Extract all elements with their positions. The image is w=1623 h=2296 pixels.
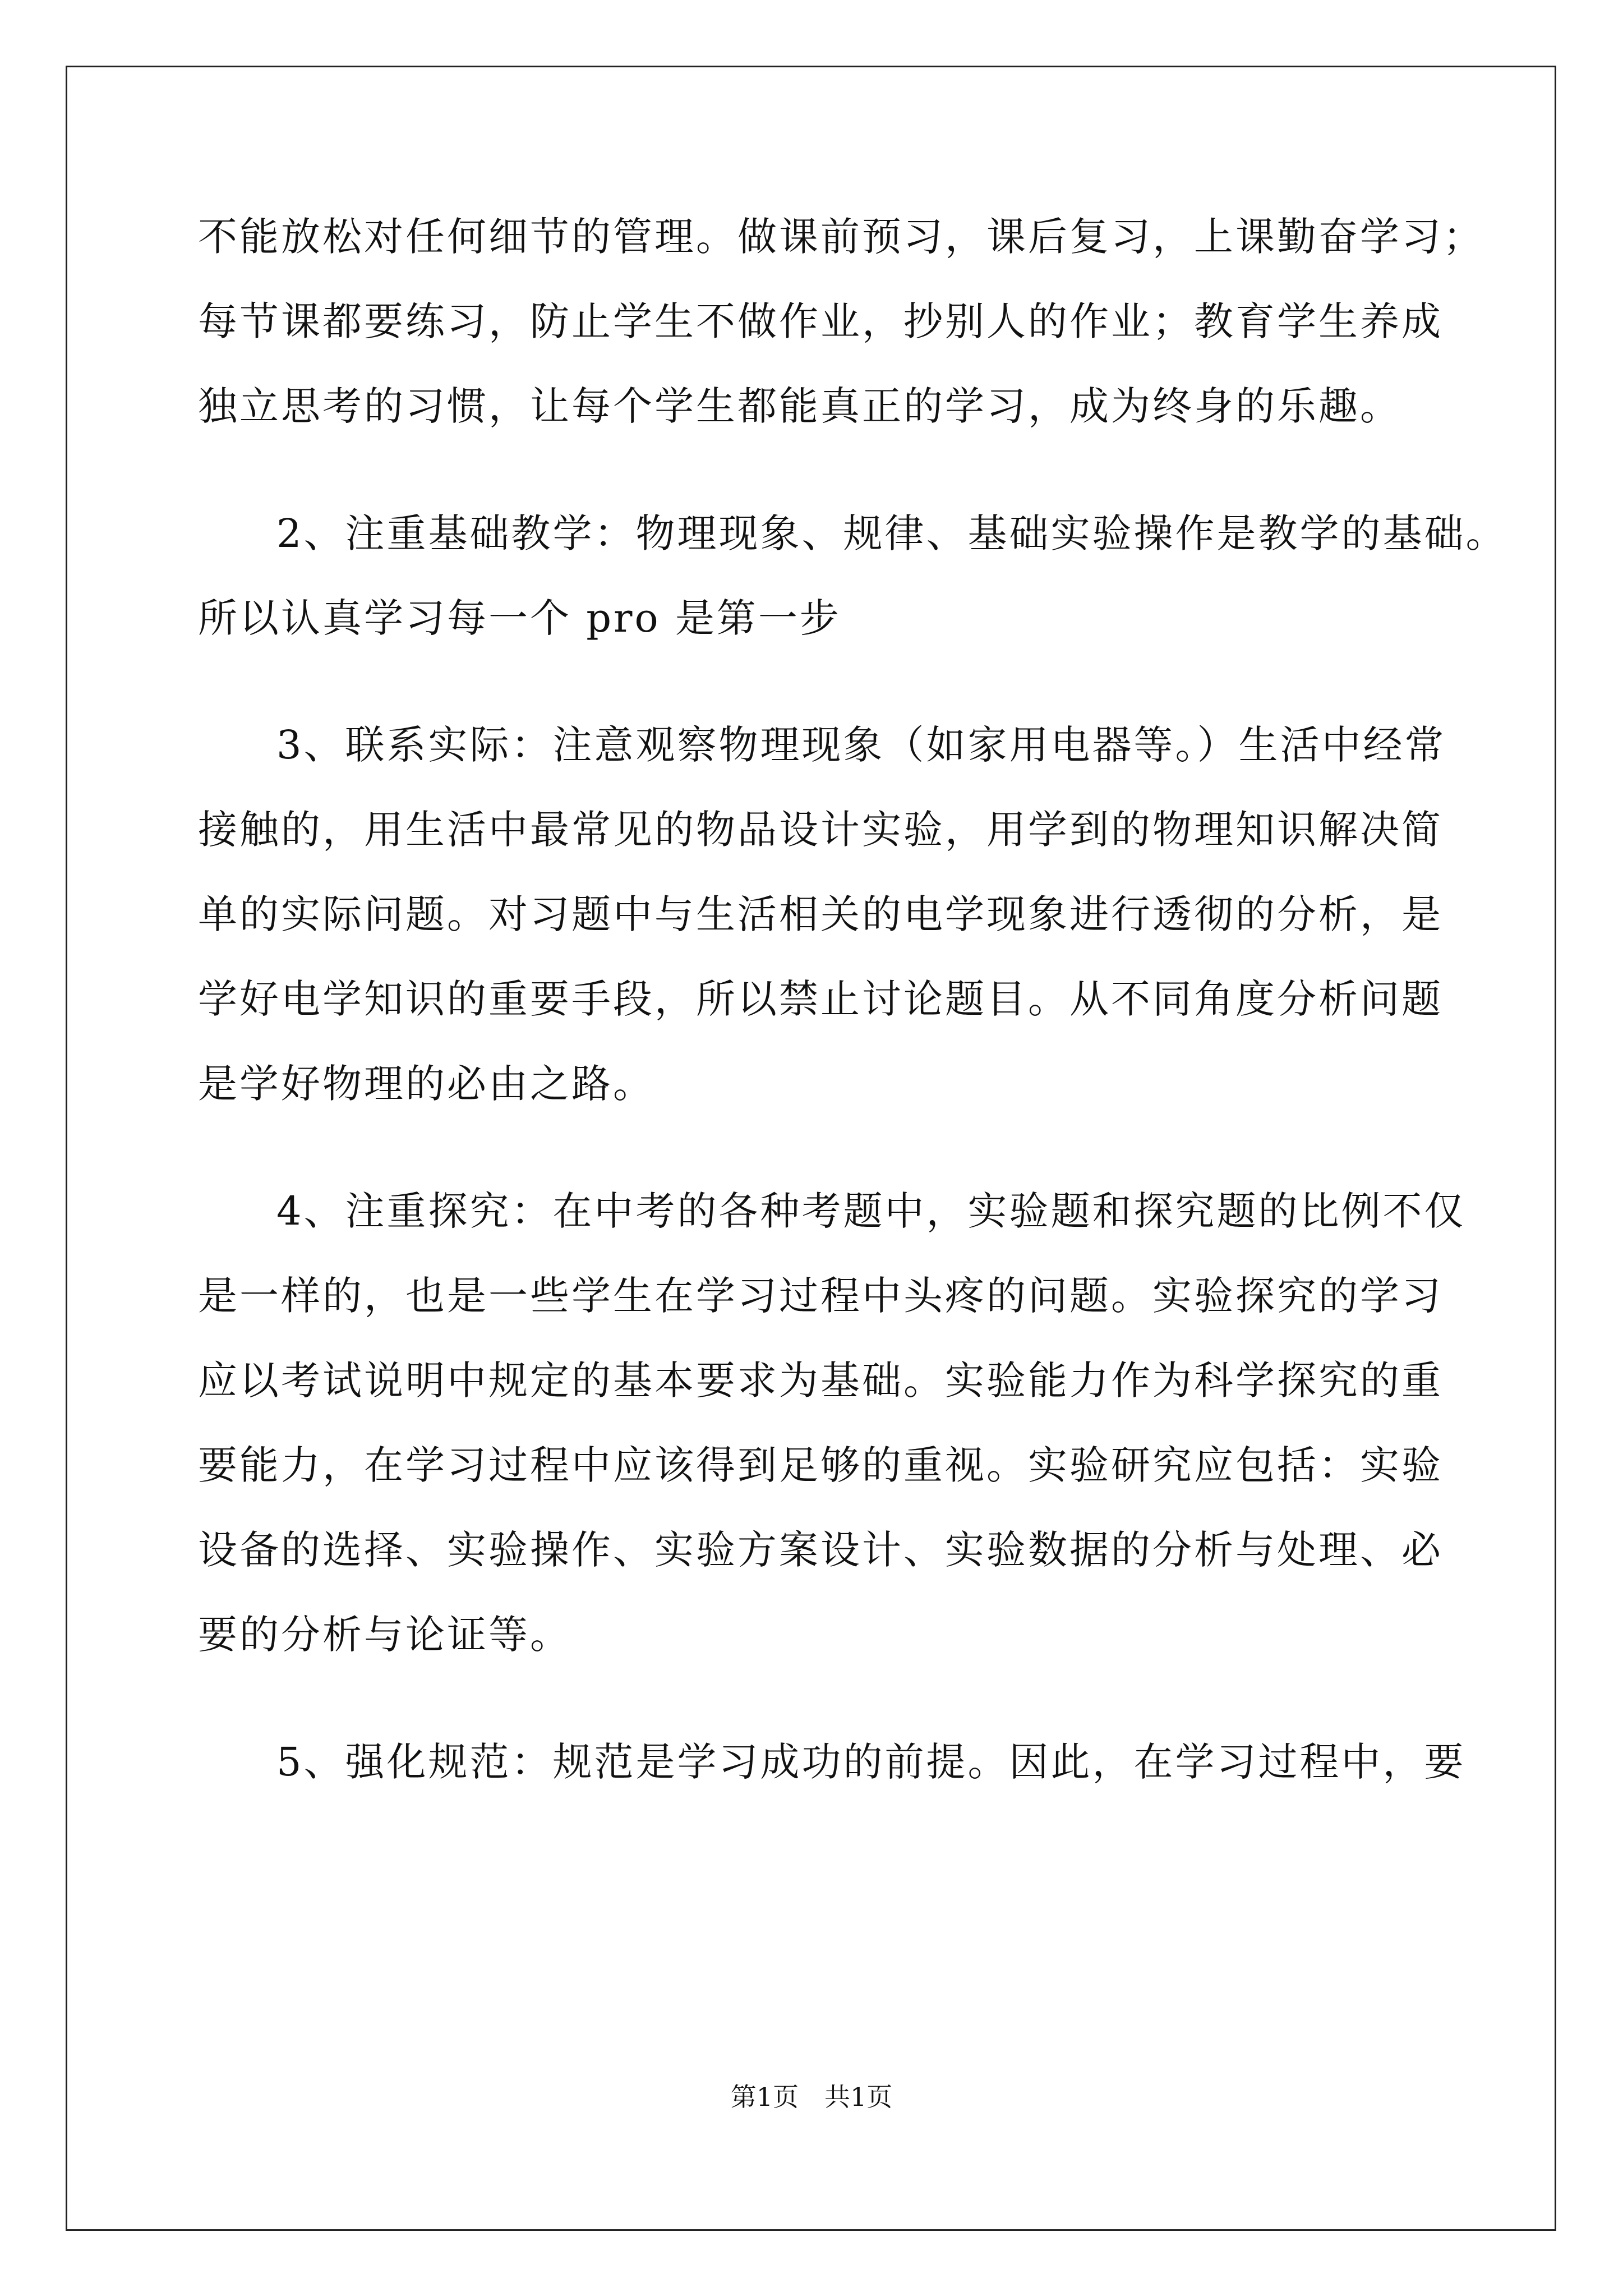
page-footer: 第1页 共1页 (730, 2082, 893, 2112)
text-line: 2、注重基础教学：物理现象、规律、基础实验操作是教学的基础。 (276, 510, 1507, 556)
text-line: 学好电学知识的重要手段，所以禁止讨论题目。从不同角度分析问题 (198, 976, 1443, 1022)
text-line: 每节课都要练习，防止学生不做作业，抄别人的作业；教育学生养成 (198, 298, 1443, 344)
text-line: 3、联系实际：注意观察物理现象（如家用电器等。）生活中经常 (276, 722, 1446, 768)
text-line: 是一样的，也是一些学生在学习过程中头疼的问题。实验探究的学习 (198, 1273, 1443, 1319)
text-line: 设备的选择、实验操作、实验方案设计、实验数据的分析与处理、必 (198, 1527, 1443, 1573)
text-line: 5、强化规范：规范是学习成功的前提。因此，在学习过程中，要 (276, 1739, 1466, 1785)
text-line: 接触的，用生活中最常见的物品设计实验，用学到的物理知识解决简 (198, 807, 1443, 853)
text-line: 要能力，在学习过程中应该得到足够的重视。实验研究应包括：实验 (198, 1442, 1443, 1488)
text-line: 所以认真学习每一个 pro 是第一步 (198, 595, 841, 641)
text-line: 单的实际问题。对习题中与生活相关的电学现象进行透彻的分析，是 (198, 891, 1443, 937)
text-line: 应以考试说明中规定的基本要求为基础。实验能力作为科学探究的重 (198, 1358, 1443, 1404)
text-line: 不能放松对任何细节的管理。做课前预习，课后复习，上课勤奋学习； (198, 214, 1484, 260)
text-line: 是学好物理的必由之路。 (198, 1061, 654, 1107)
text-line: 独立思考的习惯，让每个学生都能真正的学习，成为终身的乐趣。 (198, 383, 1401, 429)
text-line: 要的分析与论证等。 (198, 1612, 571, 1658)
text-line: 4、注重探究：在中考的各种考题中，实验题和探究题的比例不仅 (276, 1188, 1466, 1234)
